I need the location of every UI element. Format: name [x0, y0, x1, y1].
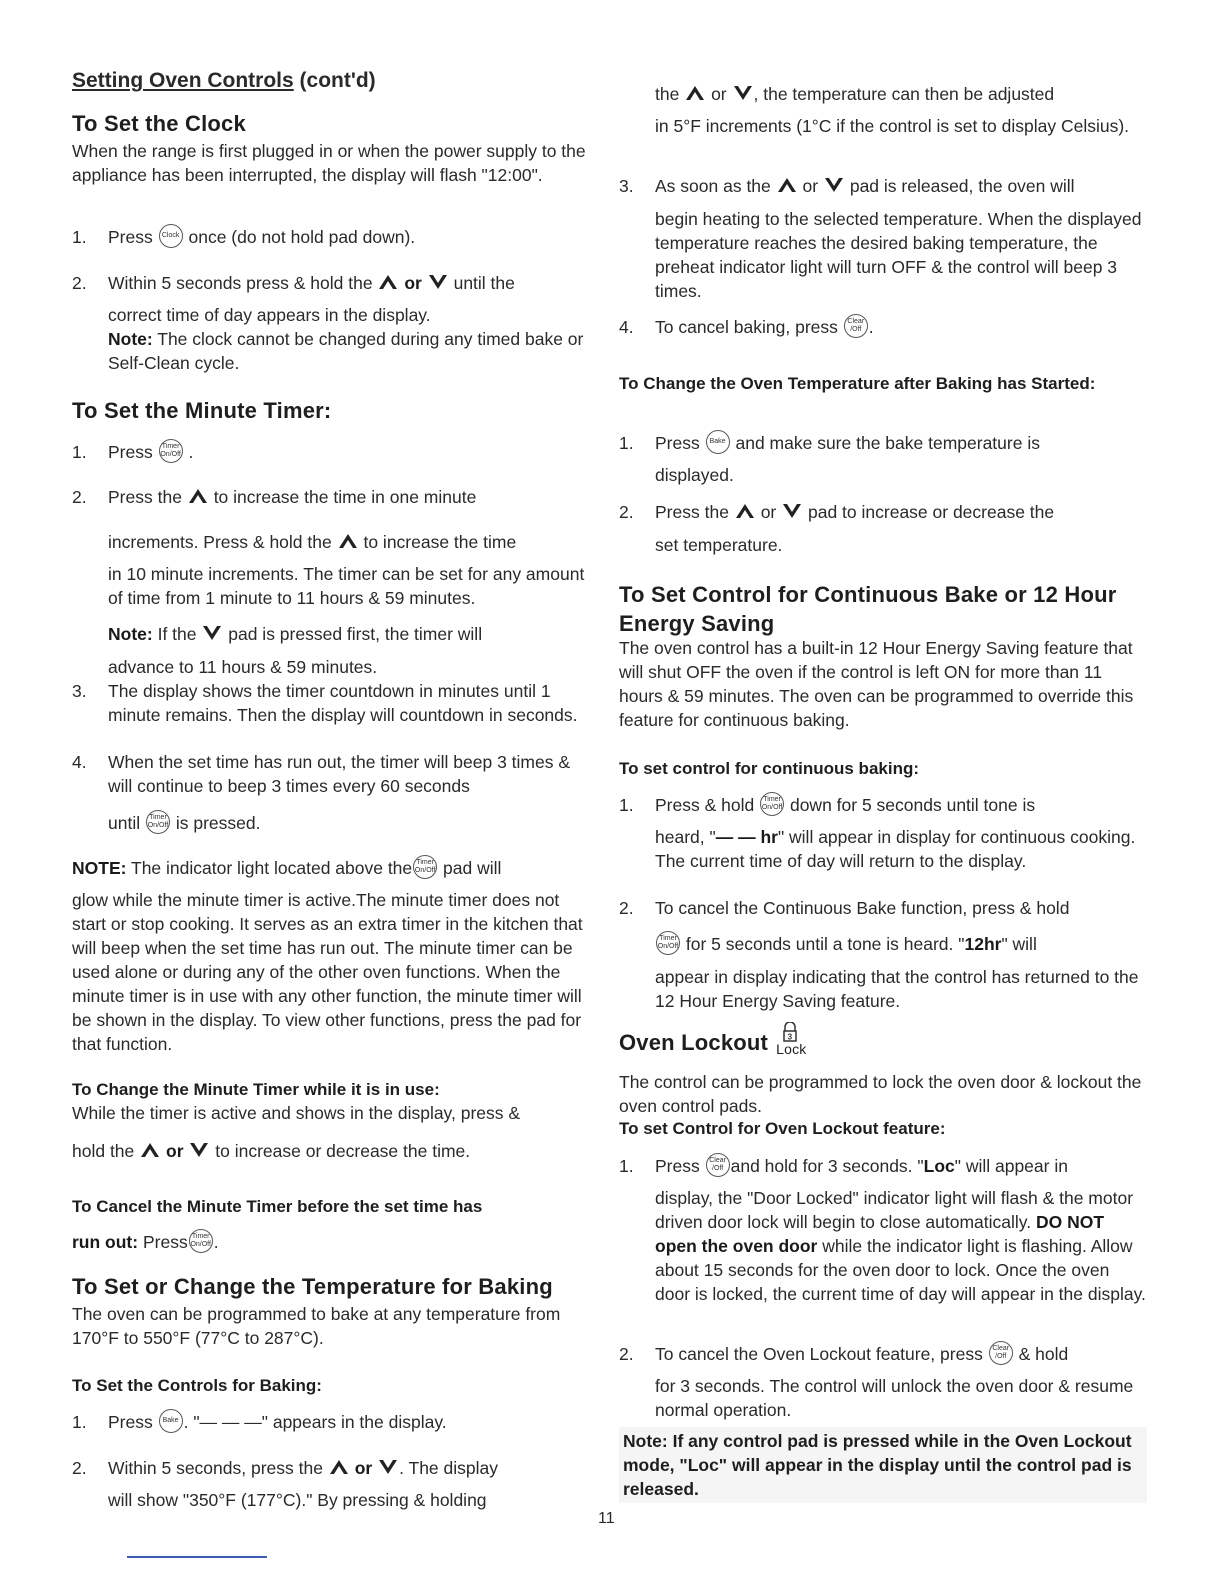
up-arrow-icon — [684, 84, 706, 102]
pad-label: Clock — [161, 232, 180, 240]
timer-pad-icon — [760, 792, 784, 816]
down-arrow-icon — [201, 624, 223, 642]
step-text: As soon as the — [655, 176, 771, 196]
temp-intro — [72, 1302, 596, 1350]
continuous-subheading-text: To set control for continuous baking: — [619, 759, 920, 778]
clock-step-2 — [72, 271, 596, 295]
timer-pad-icon — [189, 1229, 213, 1253]
timer-note-cont — [72, 655, 596, 679]
up-arrow-icon — [377, 273, 399, 291]
timer-pad-icon — [656, 931, 680, 955]
step-text: Press — [108, 1412, 153, 1432]
clock-pad-icon — [159, 224, 183, 248]
change-timer-text-a: hold the — [72, 1141, 135, 1161]
step-text: Within 5 seconds press & hold the — [108, 273, 373, 293]
step-text: for 5 seconds until a tone is heard. " — [685, 934, 965, 954]
change-timer-heading-text: To Change the Minute Timer while it is in use: — [72, 1080, 440, 1099]
continuous-heading — [619, 580, 1147, 638]
up-arrow-icon — [734, 502, 756, 520]
lock-key-number: 3 — [787, 1032, 793, 1042]
continuous-step-1-cont — [619, 825, 1147, 873]
step-text: Press — [655, 433, 700, 453]
step-text: . — [188, 442, 194, 462]
section-title — [72, 68, 596, 94]
step-text: for 3 seconds. The control will unlock the oven door & resume normal operation. — [655, 1376, 1134, 1420]
or-text: or — [166, 1141, 184, 1161]
warning-text: DO NOT open the oven door — [655, 1212, 1105, 1256]
step-text: " will appear in — [954, 1156, 1068, 1176]
lockout-intro — [619, 1070, 1147, 1118]
clock-step-1 — [72, 225, 596, 250]
down-arrow-icon — [188, 1141, 210, 1159]
note-label: Note: — [108, 624, 153, 644]
step-text: and make sure the bake temperature is — [735, 433, 1040, 453]
pad-label: Bake — [709, 438, 726, 446]
pad-label: On/Off — [657, 943, 679, 951]
pad-label: Timer — [763, 796, 781, 804]
step-text: & hold — [1018, 1344, 1069, 1364]
down-arrow-icon — [823, 176, 845, 194]
or-text: or — [354, 1458, 373, 1478]
step-text: display, the "Door Locked" indicator light will flash & the motor driven door lock will begin to close automatically. — [655, 1188, 1134, 1232]
note-label: Note: — [108, 329, 153, 349]
temp-subheading — [72, 1374, 596, 1397]
step-text: . "— — —" appears in the display. — [183, 1412, 447, 1432]
step-text: displayed. — [655, 465, 734, 485]
pad-label: /Off — [995, 1353, 1007, 1361]
bake-pad-icon — [706, 430, 730, 454]
step-text: and hold for 3 seconds. " — [730, 1156, 924, 1176]
clock-heading-text: To Set the Clock — [72, 111, 246, 136]
temp-intro-text: The oven can be programmed to bake at any temperature from 170°F to 550°F (77°C to 287°C). — [72, 1304, 561, 1348]
up-arrow-icon — [328, 1458, 350, 1476]
or-text: or — [404, 273, 422, 293]
lockout-subheading-text: To set Control for Oven Lockout feature: — [619, 1119, 946, 1138]
step-text: once (do not hold pad down). — [188, 227, 416, 247]
pad-label: On/Off — [147, 822, 169, 830]
step-text: " will — [1001, 934, 1037, 954]
pad-label: On/Off — [160, 451, 181, 459]
step-text: , the temperature can then be adjusted — [753, 84, 1055, 104]
section-title-suffix: (cont'd) — [293, 69, 376, 92]
note-text: advance to 11 hours & 59 minutes. — [108, 657, 378, 677]
clock-intro — [72, 139, 596, 187]
clear-off-pad-icon — [844, 314, 868, 338]
change-timer-line2 — [72, 1139, 596, 1163]
pad-label: Clear — [847, 318, 865, 326]
pad-label: Timer — [149, 814, 167, 822]
continuous-step-2 — [619, 896, 1147, 920]
change-temp-step-2-cont — [619, 533, 1147, 557]
temp-step-2-cont-right — [619, 82, 1147, 106]
step-number: 1. — [619, 1156, 634, 1176]
step-text: Press — [655, 1156, 700, 1176]
temp-step-2-cont — [72, 1488, 596, 1512]
up-arrow-icon — [187, 487, 209, 505]
change-timer-heading — [72, 1078, 596, 1101]
up-arrow-icon — [139, 1141, 161, 1159]
note-text: The clock cannot be changed during any timed bake or Self-Clean cycle. — [108, 329, 584, 373]
clock-heading — [72, 111, 596, 137]
change-timer-text — [72, 1101, 596, 1125]
dash-text: — — — [715, 827, 756, 847]
step-text: . The display — [399, 1458, 498, 1478]
cancel-timer-line2 — [72, 1230, 596, 1255]
pad-label: Timer — [191, 1233, 210, 1241]
note-text: glow while the minute timer is active.The minute timer does not start or stop cooking. It serves as an extra timer in the kitchen that will beep when the set time has run out. The minute timer can be used alone or during any of the other oven functions. When the minute timer is in use with any other function, the minute timer will be shown in the display. To view other functions, press the pad for that function. — [72, 890, 583, 1054]
down-arrow-icon — [427, 273, 449, 291]
step-number: 2. — [619, 898, 634, 918]
step-text: Within 5 seconds, press the — [108, 1458, 323, 1478]
temp-step-1 — [72, 1410, 596, 1435]
pad-label: Clear — [992, 1345, 1010, 1353]
continuous-step-2-cont2 — [619, 965, 1147, 1013]
step-text: will show "350°F (177°C)." By pressing & holding — [108, 1490, 487, 1510]
clock-step-2-cont — [72, 303, 596, 375]
lockout-heading-text: Oven Lockout — [619, 1030, 769, 1055]
step-text: . — [868, 317, 874, 337]
timer-pad-icon — [159, 439, 183, 463]
down-arrow-icon — [377, 1458, 399, 1476]
pad-label: Timer — [416, 859, 434, 867]
pad-label: Timer — [659, 935, 677, 943]
step-text: heard, " — [655, 827, 716, 847]
timer-step-2 — [72, 485, 596, 509]
step-number: 1. — [72, 442, 87, 462]
timer-pad-icon — [146, 810, 170, 834]
12hr-text: 12hr — [964, 934, 1002, 954]
pad-label: /Off — [850, 326, 862, 334]
temp-step-2-cont-right2 — [619, 114, 1147, 138]
step-text: in 10 minute increments. The timer can be set for any amount of time from 1 minute to 11 hours & 59 minutes. — [108, 564, 585, 608]
timer-step-1 — [72, 440, 596, 465]
note-text: pad will — [443, 858, 502, 878]
up-arrow-icon — [776, 176, 798, 194]
step-text: To cancel the Continuous Bake function, press & hold — [655, 898, 1070, 918]
lockout-step-1 — [619, 1154, 1147, 1179]
temp-step-4 — [619, 315, 1147, 340]
pad-label: Bake — [162, 1417, 179, 1425]
loc-text: Loc — [923, 1156, 955, 1176]
temp-step-3-cont — [619, 207, 1147, 303]
change-temp-step-2 — [619, 500, 1147, 524]
note-text: If the — [152, 624, 197, 644]
step-number: 2. — [619, 502, 634, 522]
step-text: Press the — [108, 487, 182, 507]
step-number: 1. — [619, 433, 634, 453]
temp-heading-text: To Set or Change the Temperature for Baking — [72, 1274, 553, 1299]
timer-heading-text: To Set the Minute Timer: — [72, 398, 332, 423]
down-arrow-icon — [781, 502, 803, 520]
bake-pad-icon — [159, 1409, 183, 1433]
clear-off-pad-icon — [706, 1153, 730, 1177]
continuous-heading-text: To Set Control for Continuous Bake or 12 Hour Energy Saving — [619, 582, 1117, 636]
lockout-note — [619, 1427, 1147, 1503]
step-number: 2. — [72, 273, 87, 293]
temp-heading — [72, 1274, 596, 1300]
continuous-step-1 — [619, 793, 1147, 818]
cancel-timer-press: Press — [138, 1232, 188, 1252]
timer-note2 — [72, 856, 596, 881]
step-number: 3. — [619, 176, 634, 196]
pad-label: On/Off — [190, 1241, 211, 1249]
lockout-note-text: Note: If any control pad is pressed while in the Oven Lockout mode, "Loc" will appear in the display until the control pad is released. — [619, 1427, 1147, 1503]
cancel-timer-heading-text: To Cancel the Minute Timer before the set time has — [72, 1197, 483, 1216]
pad-label: On/Off — [414, 867, 436, 875]
lockout-step-2 — [619, 1342, 1147, 1367]
timer-heading — [72, 398, 596, 424]
temp-subheading-text: To Set the Controls for Baking: — [72, 1376, 322, 1395]
continuous-intro — [619, 636, 1147, 732]
step-number: 1. — [72, 1412, 87, 1432]
change-temp-heading — [619, 372, 1147, 395]
step-text: correct time of day appears in the display. — [108, 305, 431, 325]
lockout-step-2-cont — [619, 1374, 1147, 1422]
or-text: or — [760, 502, 777, 522]
timer-step-2-cont — [72, 530, 596, 554]
timer-step-3 — [72, 679, 596, 727]
or-text: or — [711, 84, 727, 104]
or-text: or — [802, 176, 819, 196]
padlock-icon — [782, 1022, 798, 1042]
step-text: appear in display indicating that the control has returned to the 12 Hour Energy Saving feature. — [655, 967, 1139, 1011]
timer-step-2-cont2 — [72, 562, 596, 610]
continuous-intro-text: The oven control has a built-in 12 Hour Energy Saving feature that will shut OFF the oven if the control is left ON for more than 11 hours & 59 minutes. The oven can be programmed to override this feature for continuous baking. — [619, 638, 1134, 730]
lockout-heading — [619, 1022, 1147, 1056]
step-text: in 5°F increments (1°C if the control is set to display Celsius). — [655, 116, 1130, 136]
step-text: is pressed. — [175, 813, 261, 833]
step-text: the — [655, 84, 680, 104]
down-arrow-icon — [732, 84, 754, 102]
hr-text: hr — [755, 827, 778, 847]
continuous-step-2-cont — [619, 932, 1147, 957]
change-timer-body: While the timer is active and shows in the display, press & — [72, 1103, 521, 1123]
step-text: pad to increase or decrease the — [808, 502, 1055, 522]
timer-pad-icon — [413, 855, 437, 879]
clear-off-pad-icon — [989, 1341, 1013, 1365]
lockout-intro-text: The control can be programmed to lock the oven door & lockout the oven control pads. — [619, 1072, 1142, 1116]
section-title-text: Setting Oven Controls — [72, 69, 294, 92]
step-text: Press — [108, 227, 153, 247]
step-text: To cancel baking, press — [655, 317, 838, 337]
step-number: 3. — [72, 681, 87, 701]
cancel-timer-heading-2: run out: — [72, 1232, 139, 1252]
lock-label: Lock — [776, 1041, 807, 1057]
note-label: NOTE: — [72, 858, 127, 878]
step-text: set temperature. — [655, 535, 783, 555]
clock-intro-text: When the range is first plugged in or when the power supply to the appliance has been interrupted, the display will flash "12:00". — [72, 141, 586, 185]
step-text: until the — [453, 273, 515, 293]
pad-label: Clear — [709, 1157, 726, 1165]
step-text: Press the — [655, 502, 729, 522]
step-text: down for 5 seconds until tone is — [789, 795, 1036, 815]
step-text: while the indicator light is flashing. Allow about 15 seconds for the oven door to lock. Once the oven door is locked, the current time of day will appear in the display. — [655, 1236, 1146, 1304]
lock-key-icon — [776, 1022, 816, 1056]
step-number: 4. — [72, 752, 87, 772]
step-number: 1. — [619, 795, 634, 815]
lockout-step-1-cont — [619, 1186, 1147, 1306]
temp-step-2 — [72, 1456, 596, 1480]
page-number: 11 — [598, 1510, 615, 1527]
step-number: 1. — [72, 227, 87, 247]
step-text: " will appear in display for continuous cooking. The current time of day will return to the display. — [655, 827, 1136, 871]
timer-step-4 — [72, 750, 596, 798]
change-timer-text-b: to increase or decrease the time. — [215, 1141, 471, 1161]
step-text: to increase the time in one minute — [213, 487, 477, 507]
step-text: The display shows the timer countdown in minutes until 1 minute remains. Then the display will countdown in seconds. — [108, 681, 578, 725]
step-number: 2. — [72, 487, 87, 507]
change-temp-heading-text: To Change the Oven Temperature after Baking has Started: — [619, 374, 1096, 393]
lockout-subheading — [619, 1117, 1147, 1140]
footer-divider — [127, 1556, 267, 1558]
continuous-subheading — [619, 757, 1147, 780]
step-text: to increase the time — [363, 532, 517, 552]
timer-step-4-cont — [72, 811, 596, 836]
step-text: increments. Press & hold the — [108, 532, 332, 552]
temp-step-3 — [619, 174, 1147, 198]
step-text: Press — [108, 442, 153, 462]
change-temp-step-1-cont — [619, 463, 1147, 487]
step-number: 2. — [72, 1458, 87, 1478]
step-text: until — [108, 813, 141, 833]
cancel-timer-heading — [72, 1195, 596, 1218]
timer-note — [72, 622, 596, 646]
pad-label: Timer — [161, 443, 180, 451]
pad-label: On/Off — [761, 804, 783, 812]
step-text: begin heating to the selected temperature. When the displayed temperature reaches the desired baking temperature, the preheat indicator light will turn OFF & the control will beep 3 times. — [655, 209, 1142, 301]
step-number: 2. — [619, 1344, 634, 1364]
note-text: The indicator light located above the — [126, 858, 413, 878]
change-temp-step-1 — [619, 431, 1147, 456]
note-text: pad is pressed first, the timer will — [228, 624, 483, 644]
step-text: Press & hold — [655, 795, 755, 815]
step-text: To cancel the Oven Lockout feature, press — [655, 1344, 983, 1364]
up-arrow-icon — [337, 532, 359, 550]
timer-note2-cont — [72, 888, 596, 1056]
cancel-timer-end: . — [213, 1232, 219, 1252]
pad-label: /Off — [712, 1165, 724, 1173]
step-number: 4. — [619, 317, 634, 337]
step-text: When the set time has run out, the timer will beep 3 times & will continue to beep 3 times every 60 seconds — [108, 752, 571, 796]
step-text: pad is released, the oven will — [849, 176, 1075, 196]
